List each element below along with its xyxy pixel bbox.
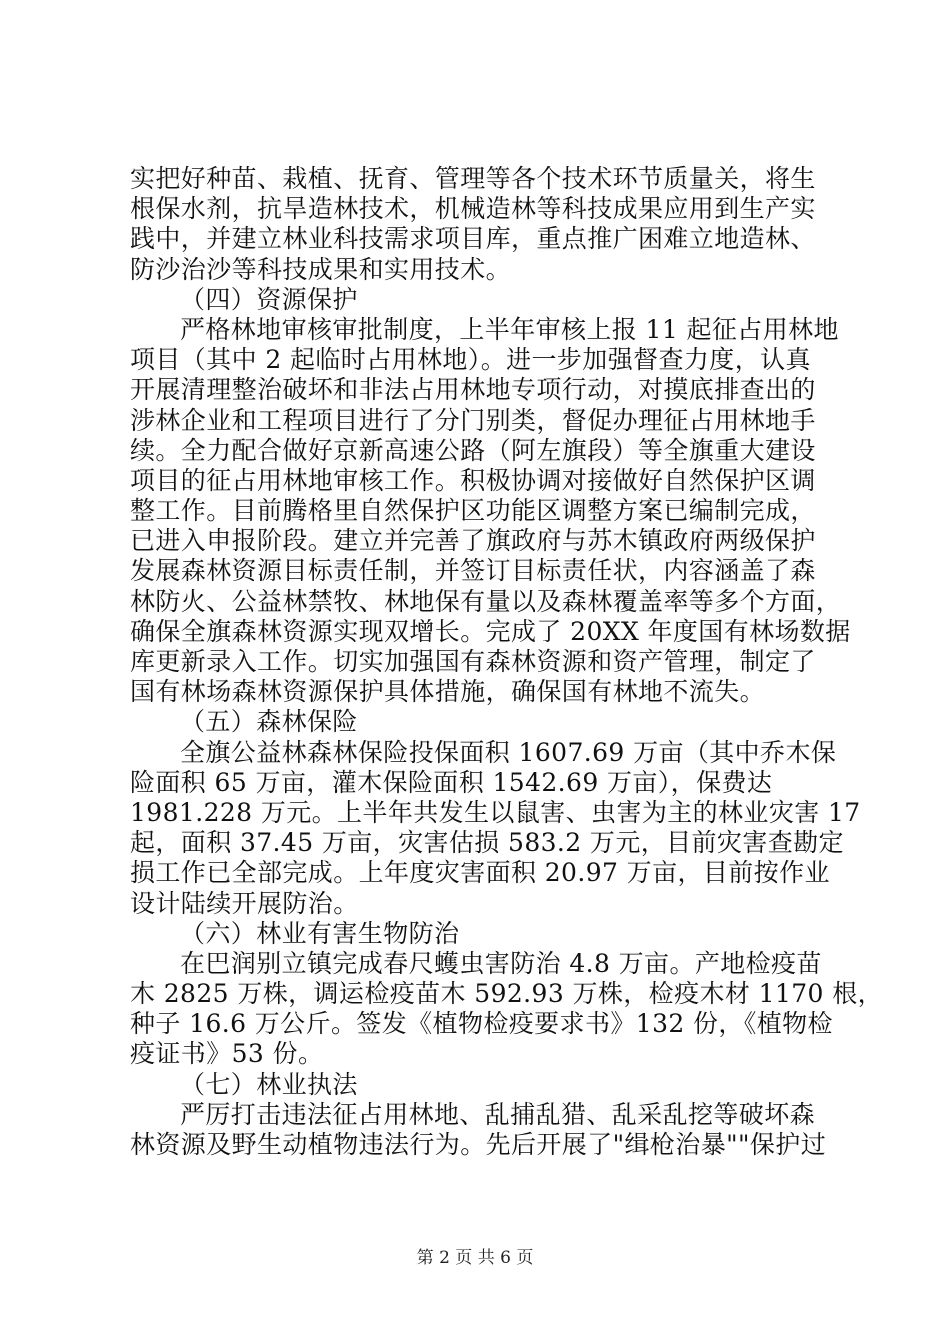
text-line: 项目（其中 2 起临时占用林地）。进一步加强督查力度，认真 [130, 345, 811, 375]
text-line: 国有林场森林资源保护具体措施，确保国有林地不流失。 [130, 677, 766, 707]
text-line: 已进入申报阶段。建立并完善了旗政府与苏木镇政府两级保护 [130, 526, 816, 556]
text-line: 种子 16.6 万公斤。签发《植物检疫要求书》132 份，《植物检 [130, 1009, 833, 1039]
text-line: （四）资源保护 [180, 284, 358, 314]
document-body [130, 164, 884, 1160]
text-line: 项目的征占用林地审核工作。积极协调对接做好自然保护区调 [130, 465, 816, 495]
text-line: 损工作已全部完成。上年度灾害面积 20.97 万亩，目前按作业 [130, 858, 830, 888]
text-line: 林资源及野生动植物违法行为。先后开展了"缉枪治暴""保护过 [130, 1130, 827, 1159]
text-line: （五）森林保险 [180, 707, 358, 737]
page-number-label: 第 2 页 共 6 页 [416, 1248, 534, 1268]
text-line: 林防火、公益林禁牧、林地保有量以及森林覆盖率等多个方面， [130, 586, 842, 616]
text-line: 设计陆续开展防治。 [130, 888, 359, 918]
text-line: 严厉打击违法征占用林地、乱捕乱猎、乱采乱挖等破坏森 [180, 1099, 816, 1129]
text-line: 根保水剂，抗旱造林技术，机械造林等科技成果应用到生产实 [130, 194, 816, 224]
text-line: 木 2825 万株，调运检疫苗木 592.93 万株，检疫木材 1170 根， [130, 979, 884, 1009]
text-line: 1981.228 万元。上半年共发生以鼠害、虫害为主的林业灾害 17 [130, 797, 861, 827]
text-line: 库更新录入工作。切实加强国有森林资源和资产管理，制定了 [130, 647, 816, 676]
text-line: 整工作。目前腾格里自然保护区功能区调整方案已编制完成， [130, 496, 816, 526]
text-line: 确保全旗森林资源实现双增长。完成了 20XX 年度国有林场数据 [130, 616, 851, 646]
text-line: 开展清理整治破坏和非法占用林地专项行动，对摸底排查出的 [130, 375, 816, 405]
page-footer [0, 1243, 950, 1268]
text-line: 起，面积 37.45 万亩，灾害估损 583.2 万元，目前灾害查勘定 [130, 828, 844, 858]
text-line: （七）林业执法 [180, 1069, 358, 1099]
text-line: 疫证书》53 份。 [130, 1039, 324, 1069]
text-line: 防沙治沙等科技成果和实用技术。 [130, 254, 512, 284]
text-line: 全旗公益林森林保险投保面积 1607.69 万亩（其中乔木保 [180, 737, 837, 767]
text-line: 险面积 65 万亩，灌木保险面积 1542.69 万亩），保费达 [130, 767, 773, 797]
text-line: 实把好种苗、栽植、抚育、管理等各个技术环节质量关，将生 [130, 164, 816, 193]
text-line: 发展森林资源目标责任制，并签订目标责任状，内容涵盖了森 [130, 556, 816, 586]
text-line: 践中，并建立林业科技需求项目库，重点推广困难立地造林、 [130, 224, 816, 254]
text-line: 涉林企业和工程项目进行了分门别类，督促办理征占用林地手 [130, 405, 816, 435]
text-line: 续。全力配合做好京新高速公路（阿左旗段）等全旗重大建设 [130, 435, 816, 465]
text-line: 严格林地审核审批制度，上半年审核上报 11 起征占用林地 [180, 314, 839, 344]
text-line: 在巴润别立镇完成春尺蠖虫害防治 4.8 万亩。产地检疫苗 [180, 948, 822, 978]
text-line: （六）林业有害生物防治 [180, 918, 460, 948]
